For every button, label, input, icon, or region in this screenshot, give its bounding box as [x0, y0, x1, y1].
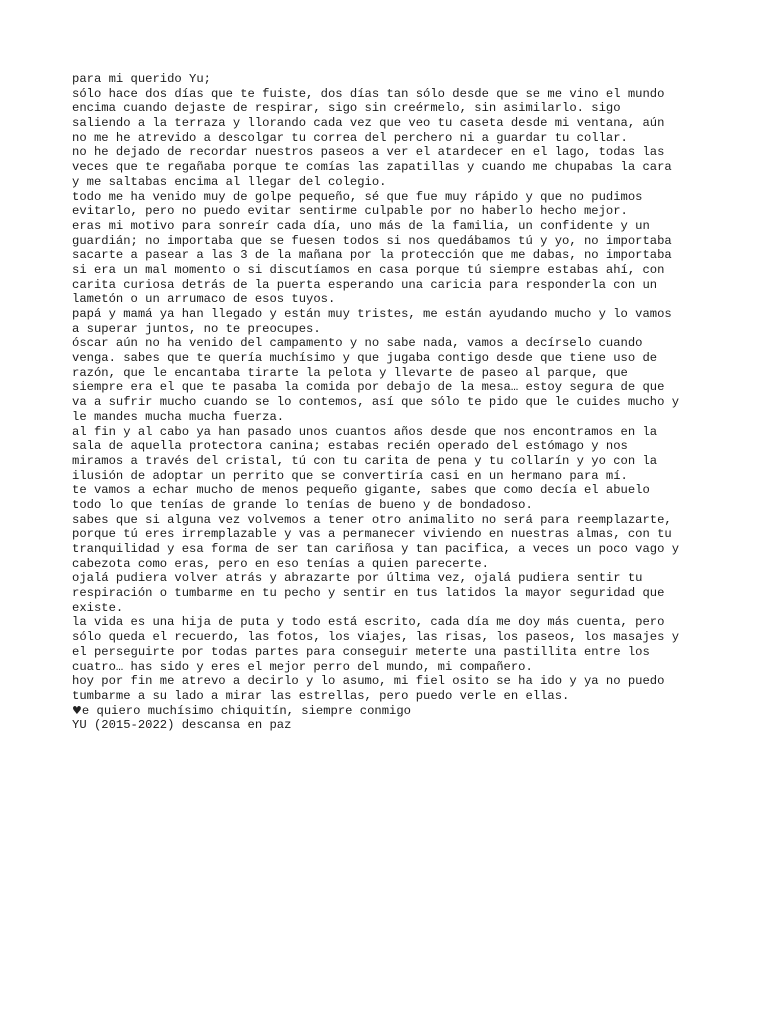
text-line: y me saltabas encima al llegar del colegio.: [72, 174, 387, 189]
text-line: saliendo a la terraza y llorando cada vez que veo tu caseta desde mi ventana, aún: [72, 116, 665, 131]
text-line: cuatro… has sido y eres el mejor perro del mundo, mi compañero.: [72, 659, 533, 674]
text-line: respiración o tumbarme en tu pecho y sentir en tus latidos la mayor seguridad que: [72, 586, 665, 601]
text-line: sólo queda el recuerdo, las fotos, los viajes, las risas, los paseos, los masajes y: [72, 630, 680, 645]
text-line: para mi querido Yu;: [72, 72, 211, 86]
text-line: sala de aquella protectora canina; estabas recién operado del estómago y nos: [72, 439, 628, 454]
text-line: sólo hace dos días que te fuiste, dos días tan sólo desde que se me vino el mundo: [72, 86, 665, 101]
text-line: eras mi motivo para sonreír cada día, uno más de la familia, un confidente y un: [72, 218, 650, 233]
text-line: hoy por fin me atrevo a decirlo y lo asumo, mi fiel osito se ha ido y ya no puedo: [72, 674, 665, 689]
text-line: tranquilidad y esa forma de ser tan cariñosa y tan pacifica, a veces un poco vago y: [72, 542, 680, 556]
text-line: te vamos a echar mucho de menos pequeño gigante, sabes que como decía el abuelo: [72, 483, 650, 498]
text-line: guardián; no importaba que se fuesen todos si nos quedábamos tú y yo, no importaba: [72, 233, 672, 248]
heart-icon: ♥: [72, 703, 82, 717]
text-line: encima cuando dejaste de respirar, sigo sin creérmelo, sin asimilarlo. sigo: [72, 101, 621, 116]
signature-line: YU (2015-2022) descansa en paz: [72, 718, 292, 733]
text-line: ojalá pudiera volver atrás y abrazarte por última vez, ojalá pudiera sentir tu: [72, 571, 643, 586]
text-line: lametón o un arrumaco de esos tuyos.: [72, 292, 336, 307]
text-line: todo me ha venido muy de golpe pequeño, sé que fue muy rápido y que no pudimos: [72, 189, 643, 204]
text-line: razón, que le encantaba tirarte la pelota y llevarte de paseo al parque, que: [72, 365, 628, 380]
text-line: óscar aún no ha venido del campamento y no sabe nada, vamos a decírselo cuando: [72, 336, 643, 351]
text-line: existe.: [72, 600, 124, 615]
text-line: le mandes mucha mucha fuerza.: [72, 409, 285, 424]
letter-body: [72, 72, 712, 733]
text-line: carita curiosa detrás de la puerta esperando una caricia para responderla con un: [72, 277, 658, 292]
closing-text: e quiero muchísimo chiquitín, siempre conmigo: [81, 703, 411, 718]
text-line: no me he atrevido a descolgar tu correa del perchero ni a guardar tu collar.: [72, 130, 628, 145]
text-line: sabes que si alguna vez volvemos a tener otro animalito no será para reemplazarte,: [72, 512, 672, 527]
text-line: va a sufrir mucho cuando se lo contemos, así que sólo te pido que le cuides mucho y: [72, 395, 680, 410]
text-line: papá y mamá ya han llegado y están muy tristes, me están ayudando mucho y lo vamos: [72, 307, 672, 321]
closing-line: [72, 704, 712, 719]
text-line: tumbarme a su lado a mirar las estrellas, pero puedo verle en ellas.: [72, 688, 570, 703]
text-line: sacarte a pasear a las 3 de la mañana por la protección que me dabas, no importaba: [72, 248, 672, 263]
text-line: veces que te regañaba porque te comías las zapatillas y cuando me chupabas la cara: [72, 160, 672, 175]
text-line: miramos a través del cristal, tú con tu carita de pena y tu collarín y yo con la: [72, 453, 658, 468]
text-line: la vida es una hija de puta y todo está escrito, cada día me doy más cuenta, pero: [72, 615, 665, 630]
text-line: siempre era el que te pasaba la comida por debajo de la mesa… estoy segura de que: [72, 380, 665, 395]
text-line: todo lo que tenías de grande lo tenías de bueno y de bondadoso.: [72, 497, 533, 512]
letter-lines: [72, 72, 712, 704]
text-line: ilusión de adoptar un perrito que se convertiría casi en un hermano para mí.: [72, 468, 628, 483]
text-line: porque tú eres irremplazable y vas a permanecer viviendo en nuestras almas, con tu: [72, 527, 672, 542]
text-line: al fin y al cabo ya han pasado unos cuantos años desde que nos encontramos en la: [72, 424, 658, 439]
text-line: si era un mal momento o si discutíamos en casa porque tú siempre estabas ahí, con: [72, 262, 665, 277]
text-line: cabezota como eras, pero en eso tenías a quien parecerte.: [72, 556, 489, 571]
text-line: el perseguirte por todas partes para conseguir meterte una pastillita entre los: [72, 644, 650, 659]
text-line: evitarlo, pero no puedo evitar sentirme culpable por no haberlo hecho mejor.: [72, 204, 628, 219]
text-line: venga. sabes que te quería muchísimo y que jugaba contigo desde que tiene uso de: [72, 351, 658, 366]
text-line: no he dejado de recordar nuestros paseos a ver el atardecer en el lago, todas las: [72, 145, 665, 160]
text-line: a superar juntos, no te preocupes.: [72, 321, 321, 336]
